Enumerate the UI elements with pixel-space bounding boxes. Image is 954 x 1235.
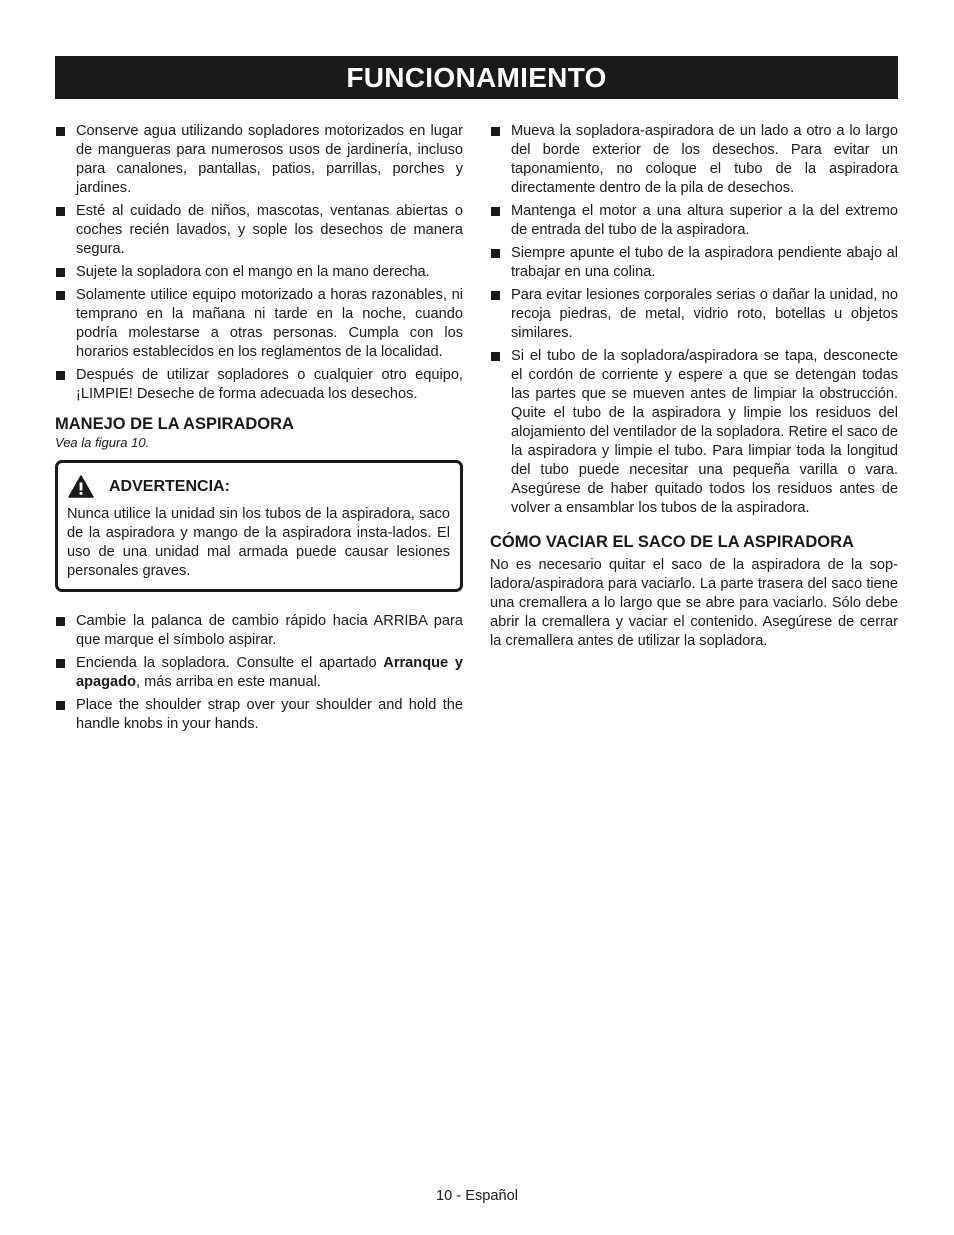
vacuum-steps-list (55, 612, 463, 734)
bullet-square-icon (56, 291, 65, 300)
bullet-square-icon (491, 207, 500, 216)
list-item: Siempre apunte el tubo de la aspiradora pendiente abajo al trabajar en una colina. (490, 244, 898, 282)
page-title: FUNCIONAMIENTO (55, 56, 898, 99)
warning-text: Nunca utilice la unidad sin los tubos de la aspiradora, saco de la aspiradora y mango de la aspiradora insta-lados. El uso de una unidad mal armada puede causar lesiones personales graves. (67, 506, 450, 579)
section-heading-empty-bag: CÓMO VACIAR EL SACO DE LA ASPIRADORA (490, 533, 854, 551)
bold-reference: Arranque y apagado (76, 655, 463, 690)
left-column (55, 122, 463, 738)
bullet-square-icon (491, 127, 500, 136)
bullet-square-icon (56, 207, 65, 216)
warning-box (55, 460, 463, 592)
empty-bag-paragraph: No es necesario quitar el saco de la aspiradora de la sop-ladora/aspiradora para vaciarlo. La parte trasera del saco tiene una cremallera a lo largo que se abre para vaciarlo. Sólo debe abrir la cremallera y vaciar el contenido. Asegúrese de cerrar la cremallera antes de utilizar la sopladora. (490, 557, 898, 649)
bullet-square-icon (491, 352, 500, 361)
list-item: Esté al cuidado de niños, mascotas, ventanas abiertas o coches recién lavados, y sople los desechos de manera segura. (55, 202, 463, 259)
bullet-square-icon (56, 659, 65, 668)
warning-triangle-icon (68, 475, 94, 498)
list-item: Mueva la sopladora-aspiradora de un lado a otro a lo largo del borde exterior de los desechos. Para evitar un taponamiento, no coloque el tubo de la aspiradora directamente dentro de la pila de desechos. (490, 122, 898, 198)
bullet-square-icon (56, 617, 65, 626)
right-column (490, 122, 898, 651)
safety-bullet-list (55, 122, 463, 404)
list-item: Cambie la palanca de cambio rápido hacia ARRIBA para que marque el símbolo aspirar. (55, 612, 463, 650)
bullet-square-icon (491, 249, 500, 258)
list-item: Encienda la sopladora. Consulte el apartado Arranque y apagado, más arriba en este manual. (55, 654, 463, 692)
figure-reference: Vea la figura 10. (55, 435, 150, 450)
section-heading-vacuum-handling: MANEJO DE LA ASPIRADORA (55, 415, 294, 433)
warning-title: ADVERTENCIA: (109, 477, 230, 495)
list-item: Place the shoulder strap over your shoulder and hold the handle knobs in your hands. (55, 696, 463, 734)
list-item: Solamente utilice equipo motorizado a horas razonables, ni temprano en la mañana ni tarde en la noche, cuando podría molestarse a otras personas. Cumpla con los horarios establecidos en los reglamentos de la localidad. (55, 286, 463, 362)
list-item: Conserve agua utilizando sopladores motorizados en lugar de mangueras para numerosos usos de jardinería, incluso para canalones, pantallas, patios, parrillas, porches y jardines. (55, 122, 463, 198)
bullet-square-icon (491, 291, 500, 300)
bullet-square-icon (56, 268, 65, 277)
page-footer: 10 - Español (436, 1188, 518, 1204)
list-item: Mantenga el motor a una altura superior a la del extremo de entrada del tubo de la aspiradora. (490, 202, 898, 240)
bullet-square-icon (56, 127, 65, 136)
warning-header (67, 475, 450, 498)
list-item: Sujete la sopladora con el mango en la mano derecha. (55, 263, 463, 282)
list-item: Después de utilizar sopladores o cualquier otro equipo, ¡LIMPIE! Deseche de forma adecuada los desechos. (55, 366, 463, 404)
list-item: Si el tubo de la sopladora/aspiradora se tapa, desconecte el cordón de corriente y espere a que se detengan todas las partes que se mueven antes de limpiar la obstrucción. Quite el tubo de la aspiradora y limpie los residuos del alojamiento del ventilador de la sopladora. Retire el saco de la aspiradora y limpie el tubo. Para limpiar toda la longitud del tubo puede necesitar una pequeña varilla o vara. Asegúrese de haber quitado todos los residuos antes de volver a ensamblar los tubos de la aspiradora. (490, 347, 898, 518)
list-item: Para evitar lesiones corporales serias o dañar la unidad, no recoja piedras, de metal, vidrio roto, botellas u objetos similares. (490, 286, 898, 343)
bullet-square-icon (56, 371, 65, 380)
bullet-square-icon (56, 701, 65, 710)
operation-bullet-list (490, 122, 898, 518)
